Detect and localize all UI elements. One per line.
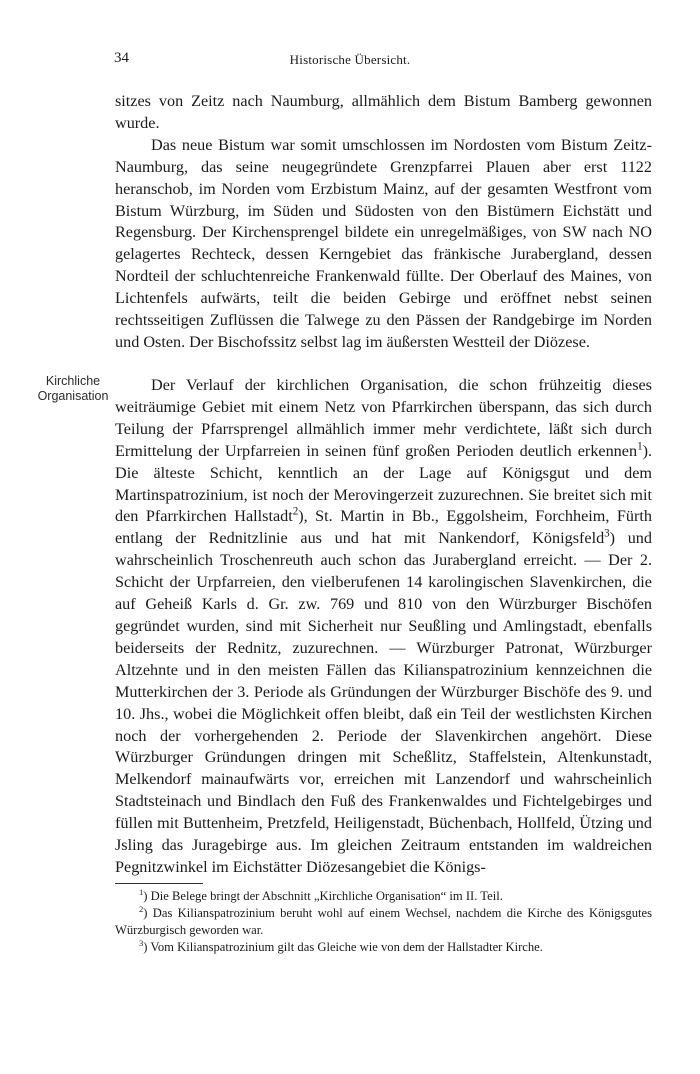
footnote-text: ) Das Kilianspatrozinium beruht wohl auf einem Wechsel, nachdem die Kirche des Königsgutes Würzburgisch geworden war. — [115, 906, 652, 937]
running-header: Historische Übersicht. — [289, 52, 411, 67]
paragraph-segment: ) und wahrscheinlich Troschenreuth auch schon das Jurabergland erreicht. — Der 2. Schicht der Urpfarreien, den vielberufenen 14 karolingischen Slavenkirchen, die auf Geheiß Karls d. Gr. zw. 769 und 810 von den Würzburger Bischöfen gegründet wurden, sind mit Sicherheit nur Seußling und Amlingstadt, ebenfalls beiderseits der Rednitz, zuzurechnen. — Würzburger Patronat, Würzburger Altzehnte und in den meisten Fällen das Kilianspatrozinium kennzeichnen die Mutterkirchen der 3. Periode als Gründungen der Würzburger Bischöfe des 9. und 10. Jhs., wobei die Möglichkeit offen bleibt, daß ein Teil der westlichsten Kirchen noch der vorhergehenden 2. Periode der Slavenkirchen angehört. Diese Würzburger Gründungen dringen mit Scheßlitz, Staffelstein, Altenkunstadt, Melkendorf mainaufwärts vor, erreichen mit Lanzendorf und wahrscheinlich Stadtsteinach und Bindlach den Fuß des Frankenwaldes und Fichtelgebirges und füllen mit Buttenheim, Pretzfeld, Heiligenstadt, Büchenbach, Hollfeld, Ützing und Jsling das Juragebirge aus. Im gleichen Zeitraum entstanden im waldreichen Pegnitzwinkel im Eichstätter Diözesangebiet die Königs- — [115, 529, 652, 876]
page-number: 34 — [114, 50, 129, 66]
footnote-ref: 3 — [604, 527, 610, 540]
margin-note-line-2: Organisation — [37, 389, 109, 403]
margin-note-line-1: Kirchliche — [45, 374, 101, 388]
footnote — [115, 905, 652, 939]
footnote-mark: 2 — [139, 903, 144, 914]
body-text-top — [115, 91, 652, 354]
paragraph-continuation: sitzes von Zeitz nach Naumburg, allmählich dem Bistum Bamberg gewonnen wurde. — [115, 92, 652, 132]
paragraph-segment: ). Die älteste Schicht, kenntlich an der Lage auf Königsgut und dem Martinspatrozinium, ist noch der Merovingerzeit zuzurechnen. Sie breitet sich mit den Pfarrkirchen Hallstadt — [115, 441, 652, 526]
paragraph-segment: Der Verlauf der kirchlichen Organisation, die schon frühzeitig dieses weiträumige Gebiet mit einem Netz von Pfarrkirchen überspann, das sich durch Teilung der Pfarrsprengel allmählich immer mehr verdichtete, läßt sich durch Ermittelung der Urpfarreien in seinen fünf großen Perioden deutlich erkennen — [115, 376, 652, 460]
footnote-divider — [115, 883, 203, 884]
footnote-text: ) Die Belege bringt der Abschnitt „Kirchliche Organisation“ im II. Teil. — [143, 889, 503, 903]
body-text-organisation — [115, 375, 652, 879]
footnotes — [115, 888, 652, 956]
margin-note — [32, 374, 114, 404]
paragraph-segment: ), St. Martin in Bb., Eggolsheim, Forchheim, Fürth entlang der Rednitzlinie aus und hat mit Nankendorf, Königsfeld — [115, 507, 652, 548]
footnote — [115, 939, 652, 956]
footnote-ref: 1 — [637, 440, 643, 453]
footnote-text: ) Vom Kilianspatrozinium gilt das Gleiche wie von dem der Hallstadter Kirche. — [143, 940, 543, 954]
footnote — [115, 888, 652, 905]
footnote-ref: 2 — [292, 506, 299, 519]
paragraph-church-organisation — [115, 375, 652, 879]
paragraph-diocese-borders: Das neue Bistum war somit umschlossen im Nordosten vom Bistum Zeitz-Naumburg, das seine neugegründete Grenzpfarrei Plauen aber erst 1122 heranschob, im Norden vom Erzbistum Mainz, auf der gesamten Westfront vom Bistum Würzburg, im Süden und Südosten von den Bistümern Eichstätt und Regensburg. Der Kirchensprengel bildete ein unregelmäßiges, von SW nach NO gelagertes Rechteck, dessen Kerngebiet das fränkische Jurabergland, dessen Nordteil der schluchtenreiche Frankenwald füllte. Der Oberlauf des Maines, von Lichtenfels aufwärts, teilt die beiden Gebirge und eröffnet nebst seinen rechtsseitigen Zuflüssen die Talwege zu den Pässen der Randgebirge im Norden und Osten. Der Bischofssitz selbst lag im äußersten Westteil der Diözese. — [115, 135, 652, 351]
footnote-mark: 1 — [139, 886, 144, 897]
footnote-mark: 3 — [139, 937, 144, 948]
